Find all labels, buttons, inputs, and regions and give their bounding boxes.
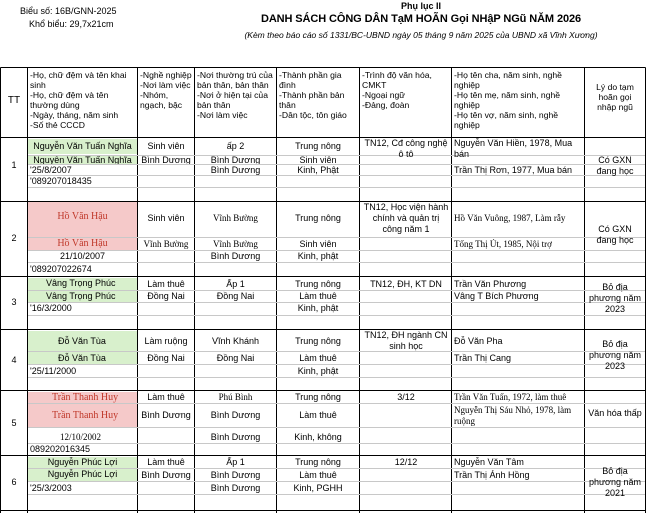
row-1-name: Nguyễn Văn Tuấn Nghĩa <box>28 139 137 154</box>
col-header-edu: -Trình độ văn hóa, CMKT -Ngoại ngữ -Đảng, đoàn <box>362 70 432 110</box>
row-4-name2: Đỗ Văn Tùa <box>28 352 137 364</box>
row-5-edu: 3/12 <box>397 392 415 402</box>
page-subtitle: (Kèm theo báo cáo số 1331/BC-UBND ngày 05 tháng 9 năm 2025 của UBND xã Vĩnh Xương) <box>244 30 598 40</box>
row-3-name2: Vâng Trọng Phúc <box>28 291 137 302</box>
row-3-reason: Bỏ địa phương năm 2023 <box>589 282 641 314</box>
row-6-family: Trung nông <box>295 457 341 467</box>
row-5-address2: Bình Dương <box>210 410 261 420</box>
row-2-mother: Tống Thị Út, 1985, Nội trợ <box>454 239 552 249</box>
row-4-family: Trung nông <box>295 336 341 346</box>
col-header-tt: TT <box>7 95 21 106</box>
row-1-dob: '25/8/2007 <box>30 165 72 175</box>
row-1-address2: Bình Dương <box>210 156 261 164</box>
col-header-name: -Họ, chữ đệm và tên khai sinh -Họ, chữ đệm và tên thường dùng -Ngày, tháng, năm sinh -Số thẻ CCCD <box>30 70 127 130</box>
row-2-dob: 21/10/2007 <box>60 251 106 261</box>
row-4-edu: TN12, ĐH ngành CN sinh học <box>364 330 448 351</box>
row-1-father: Nguyễn Văn Hiền, 1978, Mua bán <box>454 138 573 159</box>
row-4-father: Đỗ Văn Pha <box>454 336 503 346</box>
row-2-family: Trung nông <box>295 213 341 223</box>
row-6-address: Ấp 1 <box>226 457 245 467</box>
row-1-self: Sinh viên <box>299 156 337 164</box>
row-5-self: Làm thuê <box>299 410 337 420</box>
row-5-reason: Văn hóa thấp <box>588 408 642 418</box>
row-2-name2: Hồ Văn Hậu <box>28 238 137 250</box>
col-header-address: -Nơi thường trú của bản thân, bản thân -Nơi ở hiện tại của bản thân -Nơi làm việc <box>197 70 273 120</box>
form-size: Khổ biểu: 29,7x21cm <box>29 19 114 29</box>
row-2-address2: Vĩnh Bường <box>213 239 258 249</box>
page-title: DANH SÁCH CÔNG DÂN TạM HOÃN Gọi NHậP NGũ NĂM 2026 <box>260 13 582 25</box>
row-6-address3: Bình Dương <box>210 483 261 493</box>
row-1-mother: Trần Thị Rơn, 1977, Mua bán <box>454 165 572 175</box>
row-1-reason: Có GXN đang học <box>596 155 634 176</box>
row-4-workplace: Đồng Nai <box>147 353 185 363</box>
row-4-mother: Trần Thị Cang <box>454 353 512 363</box>
appendix-label: Phụ lục II <box>400 1 441 11</box>
row-5-address: Phú Bình <box>218 392 253 402</box>
row-1-name2: Nguyễn Văn Tuấn Nghĩa <box>28 156 137 164</box>
row-6-tt: 6 <box>11 477 17 487</box>
row-1-ethnic: Kinh, Phật <box>297 165 339 175</box>
row-1-address: ấp 2 <box>226 141 245 151</box>
row-2-address3: Bình Dương <box>210 251 261 261</box>
row-2-workplace: Vĩnh Bường <box>143 239 189 249</box>
row-1-workplace: Bình Dương <box>141 156 191 164</box>
col-header-job: -Nghề nghiệp -Nơi làm việc -Nhóm, ngạch, bậc <box>140 70 192 110</box>
row-2-cccd: '089207022674 <box>30 264 92 274</box>
row-4-self: Làm thuê <box>299 353 337 363</box>
row-5-name: Trần Thanh Huy <box>28 392 137 403</box>
row-6-job: Làm thuê <box>147 457 185 467</box>
row-6-address2: Bình Dương <box>210 470 261 480</box>
col-header-reason: Lý do tạm hoãn gọi nhập ngũ <box>596 82 634 112</box>
row-6-name2: Nguyễn Phúc Lợi <box>28 469 137 481</box>
row-5-name2: Trần Thanh Huy <box>28 404 137 427</box>
row-2-address: Vĩnh Bường <box>213 213 258 223</box>
row-5-workplace: Bình Dương <box>141 410 191 420</box>
row-4-dob: '25/11/2000 <box>30 366 77 376</box>
row-3-job: Làm thuê <box>147 279 185 289</box>
row-4-address: Vĩnh Khánh <box>211 336 260 346</box>
row-6-ethnic: Kinh, PGHH <box>293 483 343 493</box>
col-header-family: -Thành phần gia đình -Thành phần bản thân -Dân tộc, tôn giáo <box>279 70 347 120</box>
row-1-tt: 1 <box>11 160 17 170</box>
row-3-father: Trần Văn Phương <box>454 279 527 289</box>
row-1-cccd: '089207018435 <box>30 176 92 186</box>
row-5-tt: 5 <box>11 418 17 428</box>
row-3-dob: '16/3/2000 <box>30 303 72 313</box>
row-3-address2: Đồng Nai <box>216 291 255 301</box>
row-3-self: Làm thuê <box>299 291 337 301</box>
row-5-address3: Bình Dương <box>210 432 261 442</box>
row-1-address3: Bình Dương <box>210 165 261 175</box>
row-6-edu: 12/12 <box>394 457 418 467</box>
row-6-reason: Bỏ địa phương năm 2021 <box>589 466 641 498</box>
row-5-mother: Nguyễn Thị Sáu Nhỏ, 1978, làm ruộng <box>454 405 572 426</box>
row-6-father: Nguyễn Văn Tâm <box>454 457 524 467</box>
row-6-dob: '25/3/2003 <box>30 483 72 493</box>
row-4-reason: Bỏ địa phương năm 2023 <box>589 339 641 371</box>
row-2-ethnic: Kinh, phật <box>297 251 339 261</box>
row-6-mother: Trần Thị Ánh Hồng <box>454 470 530 480</box>
row-3-address: Ấp 1 <box>226 279 245 289</box>
row-4-job: Làm ruộng <box>144 336 188 346</box>
row-2-name: Hồ Văn Hậu <box>28 202 137 237</box>
row-4-ethnic: Kinh, phật <box>297 366 339 376</box>
row-3-ethnic: Kinh, phật <box>297 303 339 313</box>
row-2-tt: 2 <box>11 233 17 243</box>
row-3-workplace: Đồng Nai <box>147 291 185 301</box>
row-5-cccd: 089202016345 <box>30 444 91 454</box>
row-1-edu: TN12, Cđ công nghệ ô tô <box>364 138 448 159</box>
row-3-family: Trung nông <box>295 279 341 289</box>
row-4-tt: 4 <box>11 355 17 365</box>
row-4-name: Đỗ Văn Tùa <box>28 331 137 351</box>
row-6-self: Làm thuê <box>299 470 337 480</box>
row-2-edu: TN12, Học viện hành chính và quản trị công năm 1 <box>363 202 449 234</box>
row-2-self: Sinh viên <box>299 239 337 249</box>
row-3-name: Vâng Trọng Phúc <box>28 278 137 290</box>
row-2-father: Hồ Văn Vuông, 1987, Làm rẫy <box>454 213 566 223</box>
row-1-family: Trung nông <box>295 141 341 151</box>
row-5-ethnic: Kinh, không <box>294 432 342 442</box>
form-code: Biểu số: 16B/GNN-2025 <box>20 6 117 16</box>
row-1-job: Sinh viên <box>147 141 185 151</box>
row-5-job: Làm thuê <box>147 392 185 402</box>
row-5-family: Trung nông <box>295 392 341 402</box>
row-2-reason: Có GXN đang học <box>596 224 634 245</box>
row-3-tt: 3 <box>11 297 17 307</box>
col-header-parents: -Họ tên cha, năm sinh, nghề nghiệp -Họ tên mẹ, năm sinh, nghề nghiệp -Họ tên vợ, năm sinh, nghề nghiệp <box>454 70 562 130</box>
row-2-job: Sinh viên <box>147 213 185 223</box>
row-5-dob: 12/10/2002 <box>60 432 102 442</box>
row-3-edu: TN12, ĐH, KT DN <box>370 279 442 289</box>
row-4-address2: Đồng Nai <box>216 353 255 363</box>
row-6-name: Nguyễn Phúc Lợi <box>28 457 137 468</box>
row-6-workplace: Bình Dương <box>141 470 191 480</box>
row-5-father: Trần Văn Tuấn, 1972, làm thuê <box>454 392 567 402</box>
row-3-mother: Vâng T Bích Phương <box>454 291 539 301</box>
